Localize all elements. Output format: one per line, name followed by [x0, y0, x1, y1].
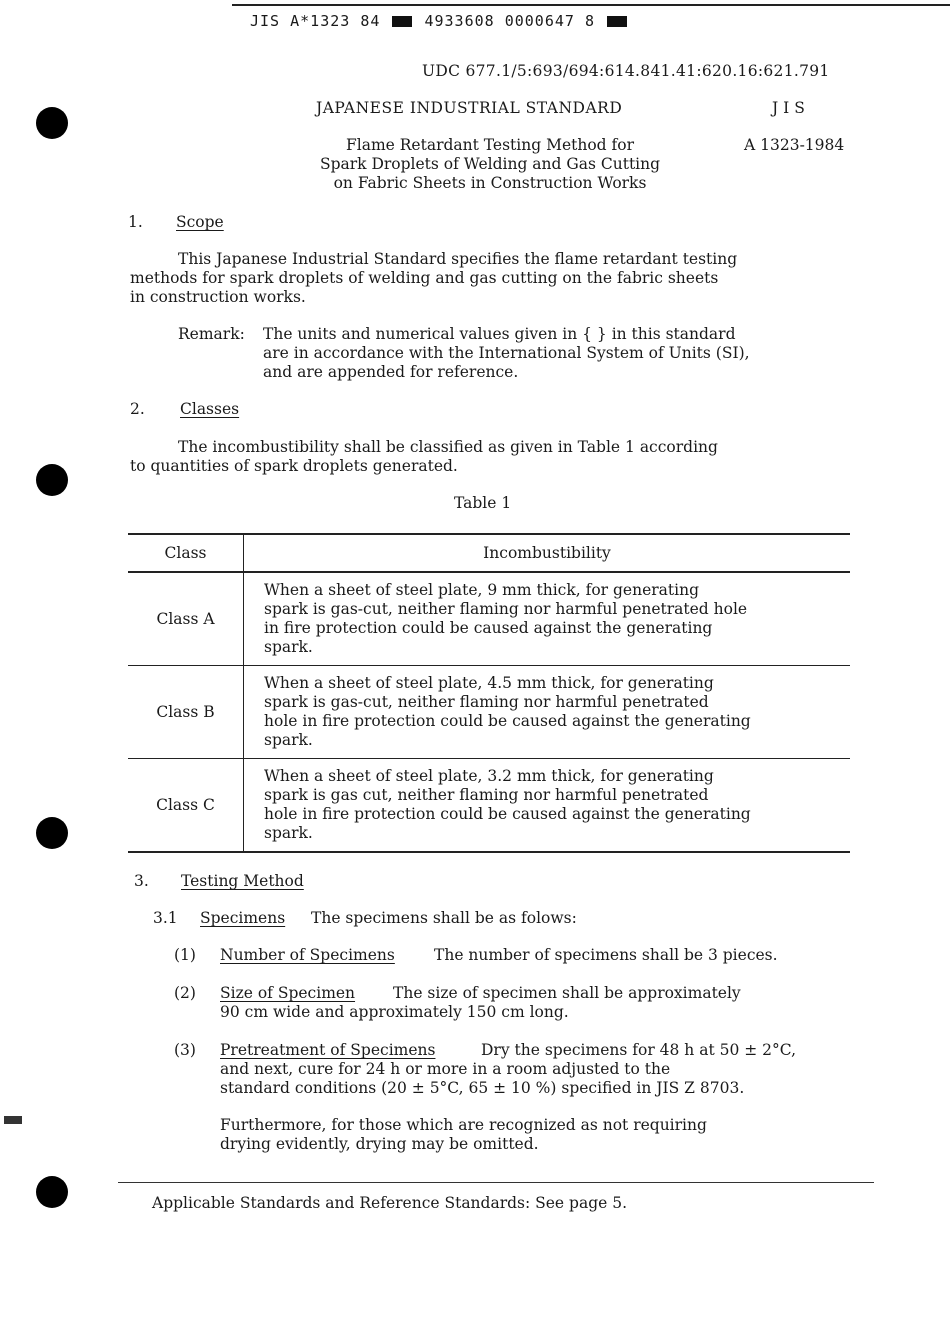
drying-note	[220, 1116, 707, 1154]
description-line: When a sheet of steel plate, 9 mm thick, for generating	[264, 581, 699, 599]
class-cell: Class C	[128, 759, 244, 853]
remark-label: Remark:	[178, 325, 245, 343]
description-line: hole in fire protection could be caused against the generating	[264, 805, 751, 823]
paragraph-line: to quantities of spark droplets generated.	[130, 457, 458, 475]
redaction-block	[392, 16, 412, 27]
description-line: spark is gas cut, neither flaming nor harmful penetrated	[264, 786, 709, 804]
description-cell	[244, 759, 851, 853]
remark-text	[263, 325, 750, 382]
paragraph-line: drying evidently, drying may be omitted.	[220, 1135, 539, 1153]
description-cell	[244, 572, 851, 666]
udc-code: UDC 677.1/5:693/694:614.841.41:620.16:621.791	[422, 62, 830, 80]
paragraph-line: methods for spark droplets of welding and gas cutting on the fabric sheets	[130, 269, 719, 287]
description-line: in fire protection could be caused against the generating	[264, 619, 713, 637]
document-code-prefix: JIS A*1323 84	[250, 12, 381, 30]
item-title: Size of Specimen	[220, 984, 356, 1002]
item-title: Pretreatment of Specimens	[220, 1041, 436, 1059]
item-title: Number of Specimens	[220, 946, 395, 964]
column-header-incombustibility: Incombustibility	[244, 534, 851, 572]
item-text: standard conditions (20 ± 5°C, 65 ± 10 %) specified in JIS Z 8703.	[220, 1079, 745, 1097]
item-text: and next, cure for 24 h or more in a room adjusted to the	[220, 1060, 671, 1078]
paragraph-line: Furthermore, for those which are recognized as not requiring	[220, 1116, 707, 1134]
scan-mark	[4, 1116, 22, 1124]
item-text: Dry the specimens for 48 h at 50 ± 2°C,	[481, 1041, 797, 1059]
item-number: (3)	[174, 1041, 196, 1059]
punch-hole	[36, 1176, 68, 1208]
subsection-text: The specimens shall be as folows:	[311, 909, 577, 927]
remark-line: are in accordance with the International System of Units (SI),	[263, 344, 750, 362]
classes-paragraph	[130, 438, 718, 476]
punch-hole	[36, 817, 68, 849]
remark-line: The units and numerical values given in { } in this standard	[263, 325, 736, 343]
section-heading-classes: Classes	[180, 400, 240, 418]
item-text: 90 cm wide and approximately 150 cm long.	[220, 1003, 569, 1021]
paragraph-line: in construction works.	[130, 288, 306, 306]
title-line: on Fabric Sheets in Construction Works	[333, 174, 647, 192]
description-line: hole in fire protection could be caused against the generating	[264, 712, 751, 730]
description-cell	[244, 666, 851, 759]
table-row	[128, 666, 850, 759]
title-line: Spark Droplets of Welding and Gas Cutting	[319, 155, 661, 173]
footer-reference: Applicable Standards and Reference Standards: See page 5.	[152, 1194, 628, 1212]
item-text: The size of specimen shall be approximately	[393, 984, 741, 1002]
class-cell: Class B	[128, 666, 244, 759]
section-number: 2.	[130, 400, 145, 418]
remark-line: and are appended for reference.	[263, 363, 519, 381]
document-code-suffix: 4933608 0000647 8	[424, 12, 595, 30]
section-number: 1.	[128, 213, 143, 231]
paragraph-line: The incombustibility shall be classified as given in Table 1 according	[178, 438, 718, 456]
redaction-block	[607, 16, 627, 27]
description-line: spark.	[264, 638, 313, 656]
description-line: When a sheet of steel plate, 4.5 mm thick, for generating	[264, 674, 714, 692]
subsection-number: 3.1	[153, 909, 178, 927]
top-border-line	[232, 4, 950, 6]
subsection-heading-specimens: Specimens	[200, 909, 286, 927]
standard-number: A 1323-1984	[744, 136, 845, 154]
class-cell: Class A	[128, 572, 244, 666]
description-line: spark.	[264, 824, 313, 842]
table-header-row	[128, 534, 850, 572]
document-title	[270, 136, 710, 193]
standard-name: JAPANESE INDUSTRIAL STANDARD	[316, 99, 623, 117]
table-row	[128, 572, 850, 666]
description-line: When a sheet of steel plate, 3.2 mm thick, for generating	[264, 767, 714, 785]
title-line: Flame Retardant Testing Method for	[346, 136, 634, 154]
punch-hole	[36, 464, 68, 496]
incombustibility-table	[128, 533, 850, 853]
footer-divider	[118, 1182, 874, 1183]
column-header-class: Class	[128, 534, 244, 572]
scope-paragraph	[130, 250, 737, 307]
punch-hole	[36, 107, 68, 139]
section-heading-scope: Scope	[176, 213, 224, 231]
paragraph-line: This Japanese Industrial Standard specifies the flame retardant testing	[178, 250, 738, 268]
section-number: 3.	[134, 872, 149, 890]
item-number: (1)	[174, 946, 196, 964]
section-heading-testing-method: Testing Method	[181, 872, 304, 890]
table-caption: Table 1	[454, 494, 512, 512]
description-line: spark is gas-cut, neither flaming nor harmful penetrated	[264, 693, 709, 711]
item-text: The number of specimens shall be 3 pieces.	[434, 946, 778, 964]
table-row	[128, 759, 850, 853]
item-number: (2)	[174, 984, 196, 1002]
document-code	[250, 12, 629, 30]
description-line: spark.	[264, 731, 313, 749]
description-line: spark is gas-cut, neither flaming nor harmful penetrated hole	[264, 600, 748, 618]
jis-label: J I S	[772, 99, 805, 117]
